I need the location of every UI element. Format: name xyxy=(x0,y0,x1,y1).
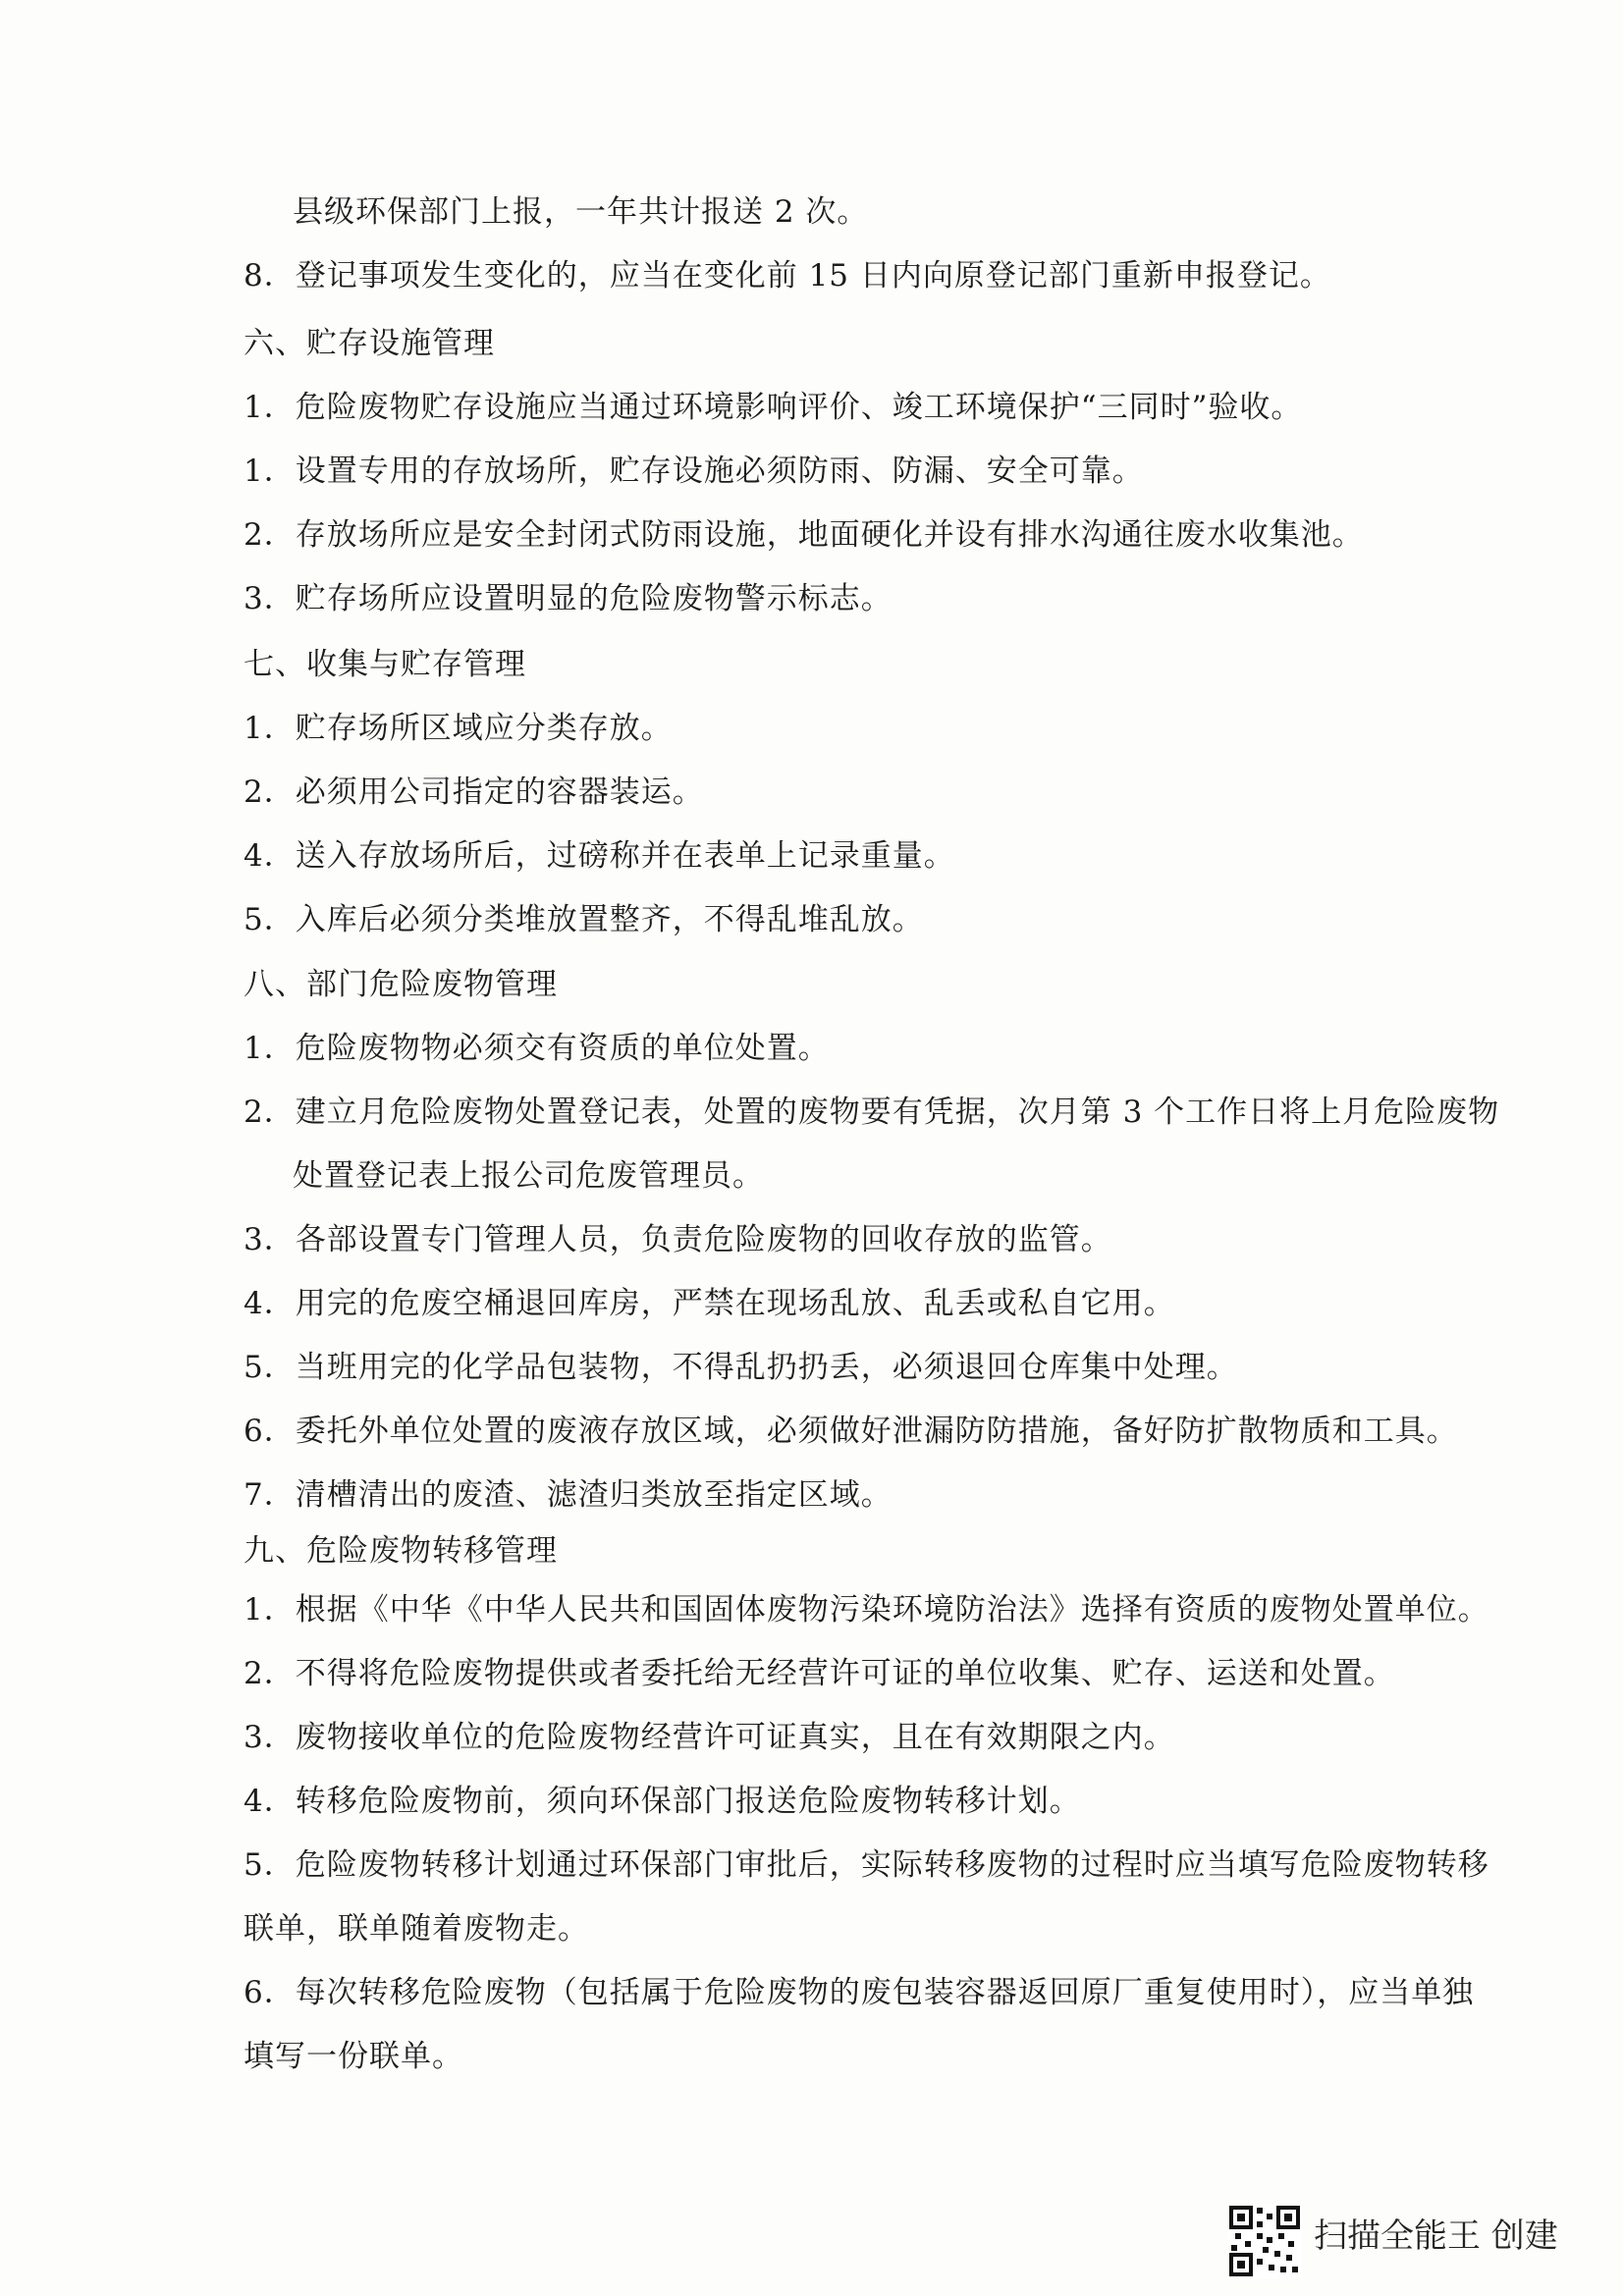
list-item: 7．清槽清出的废渣、滤渣归类放至指定区域。 xyxy=(243,1477,893,1513)
list-item: 填写一份联单。 xyxy=(243,2039,463,2074)
scanner-watermark: 扫描全能王 创建 xyxy=(1314,2216,1558,2256)
list-item: 3．各部设置专门管理人员，负责危险废物的回收存放的监管。 xyxy=(243,1222,1112,1257)
list-item: 1．设置专用的存放场所，贮存设施必须防雨、防漏、安全可靠。 xyxy=(243,454,1144,489)
list-item: 3．废物接收单位的危险废物经营许可证真实，且在有效期限之内。 xyxy=(243,1720,1175,1755)
list-item: 8．登记事项发生变化的，应当在变化前 15 日内向原登记部门重新申报登记。 xyxy=(243,258,1331,294)
list-item: 2．建立月危险废物处置登记表，处置的废物要有凭据，次月第 3 个工作日将上月危险废物 xyxy=(243,1095,1500,1130)
body-line: 处置登记表上报公司危废管理员。 xyxy=(293,1158,764,1194)
section-heading: 七、收集与贮存管理 xyxy=(243,647,526,682)
list-item: 2．存放场所应是安全封闭式防雨设施，地面硬化并设有排水沟通往废水收集池。 xyxy=(243,517,1364,553)
list-item: 5．入库后必须分类堆放置整齐，不得乱堆乱放。 xyxy=(243,902,924,937)
list-item: 4．转移危险废物前，须向环保部门报送危险废物转移计划。 xyxy=(243,1784,1081,1819)
list-item: 4．用完的危废空桶退回库房，严禁在现场乱放、乱丢或私自它用。 xyxy=(243,1286,1175,1321)
list-item: 6．委托外单位处置的废液存放区域，必须做好泄漏防防措施，备好防扩散物质和工具。 xyxy=(243,1414,1458,1449)
list-item: 1．根据《中华《中华人民共和国固体废物污染环境防治法》选择有资质的废物处置单位。 xyxy=(243,1592,1489,1628)
section-heading: 九、危险废物转移管理 xyxy=(243,1533,558,1569)
list-item: 联单，联单随着废物走。 xyxy=(243,1911,589,1947)
list-item: 1．危险废物贮存设施应当通过环境影响评价、竣工环境保护“三同时”验收。 xyxy=(243,390,1303,425)
section-heading: 六、贮存设施管理 xyxy=(243,326,495,361)
list-item: 6．每次转移危险废物（包括属于危险废物的废包装容器返回原厂重复使用时），应当单独 xyxy=(243,1975,1475,2010)
list-item: 5．危险废物转移计划通过环保部门审批后，实际转移废物的过程时应当填写危险废物转移 xyxy=(243,1847,1489,1883)
list-item: 1．危险废物物必须交有资质的单位处置。 xyxy=(243,1031,830,1066)
list-item: 2．不得将危险废物提供或者委托给无经营许可证的单位收集、贮存、运送和处置。 xyxy=(243,1656,1395,1691)
list-item: 1．贮存场所区域应分类存放。 xyxy=(243,711,673,746)
list-item: 2．必须用公司指定的容器装运。 xyxy=(243,774,704,810)
body-line: 县级环保部门上报，一年共计报送 2 次。 xyxy=(293,194,869,230)
section-heading: 八、部门危险废物管理 xyxy=(243,967,558,1002)
list-item: 4．送入存放场所后，过磅称并在表单上记录重量。 xyxy=(243,838,955,874)
qr-code-icon xyxy=(1227,2204,1302,2278)
list-item: 5．当班用完的化学品包装物，不得乱扔扔丢，必须退回仓库集中处理。 xyxy=(243,1350,1238,1385)
list-item: 3．贮存场所应设置明显的危险废物警示标志。 xyxy=(243,581,893,616)
